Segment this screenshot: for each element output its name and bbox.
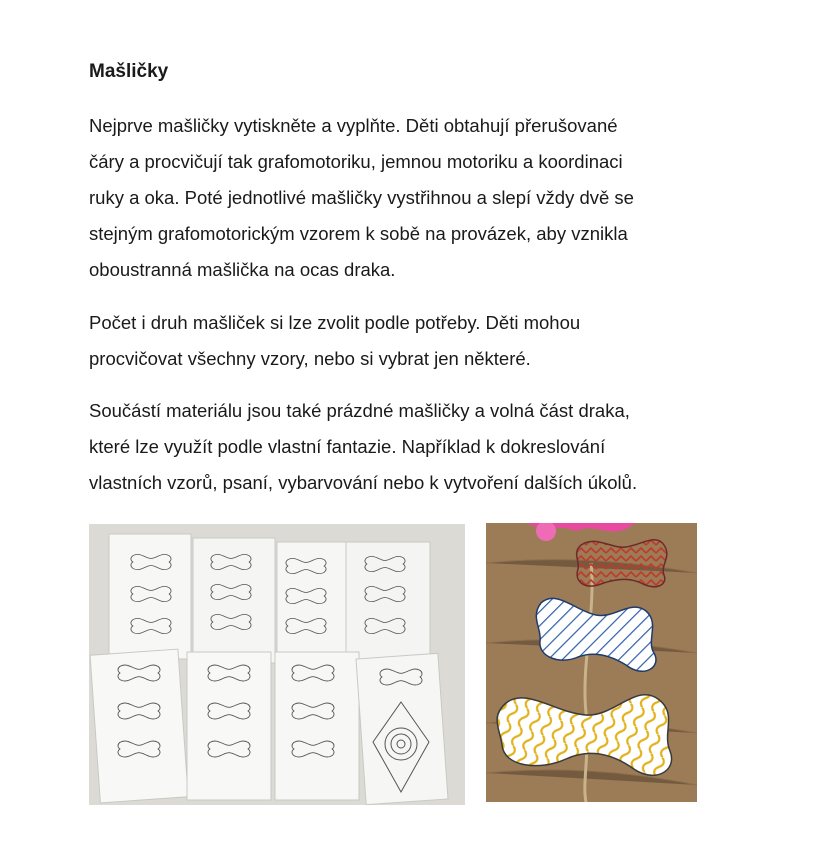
text-line: vlastních vzorů, psaní, vybarvování nebo k vytvoření dalších úkolů. [89,472,638,493]
sheet [187,652,271,800]
worksheet-sheets-drawing [89,524,465,805]
text-line: které lze využít podle vlastní fantazie. Například k dokreslování [89,436,606,457]
sheet [346,542,430,667]
cut-out-bows-image [486,523,697,802]
worksheet-sheets-image [89,524,465,805]
paragraph-extras [89,393,749,501]
sheet [90,649,188,803]
sheet [275,652,359,800]
sheet [109,534,191,659]
sheet [193,538,275,663]
text-line: čáry a procvičují tak grafomotoriku, jemnou motoriku a koordinaci [89,151,623,172]
text-line: oboustranná mašlička na ocas draka. [89,259,396,280]
paragraph-count [89,305,749,377]
text-line: Součástí materiálu jsou také prázdné mašličky a volná část draka, [89,400,630,421]
cut-out-bows-drawing [486,523,697,802]
text-line: Nejprve mašličky vytiskněte a vyplňte. Děti obtahují přerušované [89,115,618,136]
paragraph-instructions [89,108,749,288]
text-line: Počet i druh mašliček si lze zvolit podle potřeby. Děti mohou [89,312,581,333]
bow-zigzag [577,540,667,587]
text-line: ruky a oka. Poté jednotlivé mašličky vystřihnou a slepí vždy dvě se [89,187,634,208]
text-line: procvičovat všechny vzory, nebo si vybrat jen některé. [89,348,531,369]
sheet-kite [356,653,448,804]
page-title: Mašličky [89,61,169,82]
text-line: stejným grafomotorickým vzorem k sobě na provázek, aby vznikla [89,223,628,244]
